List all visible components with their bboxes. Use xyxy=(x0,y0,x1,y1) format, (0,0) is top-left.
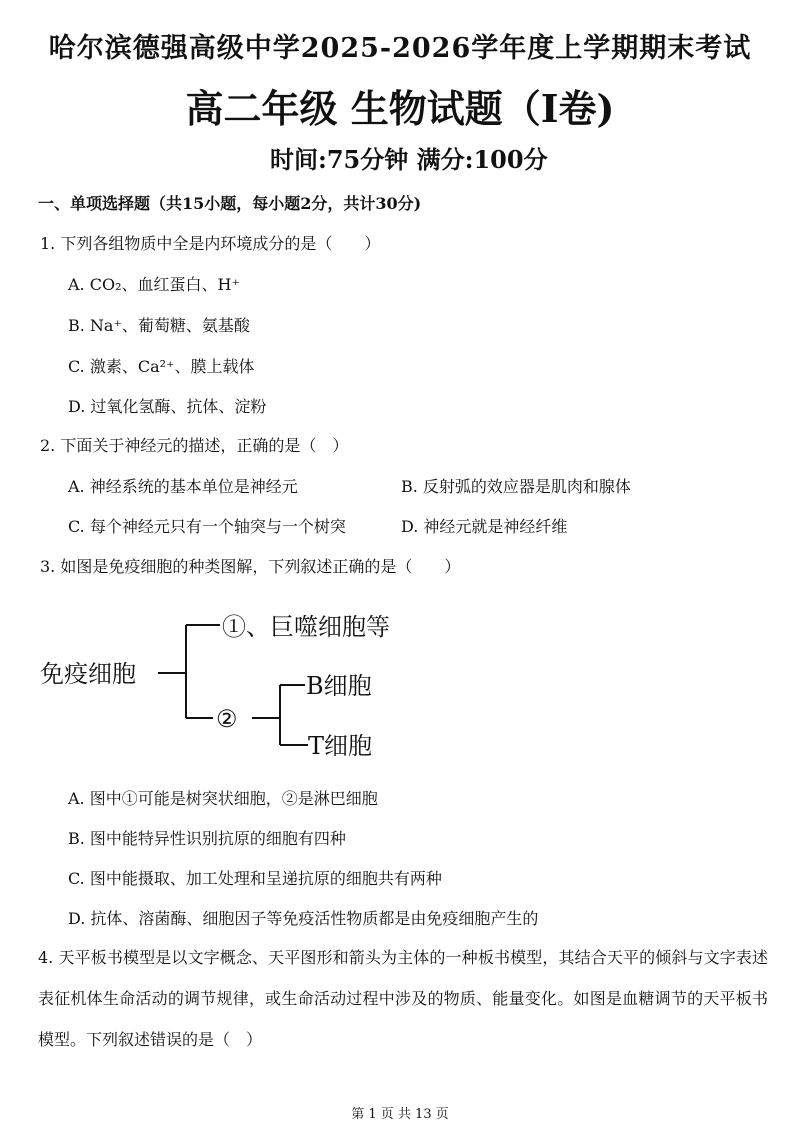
q3-option-c: C. 图中能摄取、加工处理和呈递抗原的细胞共有两种 xyxy=(68,869,442,888)
q2-option-b: B. 反射弧的效应器是肌肉和腺体 xyxy=(401,477,631,496)
q3-stem: 3. 如图是免疫细胞的种类图解，下列叙述正确的是（ ） xyxy=(40,557,461,576)
exam-time-score: 时间:75分钟 满分:100分 xyxy=(270,145,548,174)
diagram-branch-1-label: ①、巨噬细胞等 xyxy=(222,613,390,641)
q4-stem: 4. 天平板书模型是以文字概念、天平图形和箭头为主体的一种板书模型，其结合天平的倾斜与文字表述表征机体生命活动的调节规律，或生命活动过程中涉及的物质、能量变化。如图是血糖调节的天平板书模型。下列叙述错误的是（ ） xyxy=(38,948,768,1049)
q1-stem: 1. 下列各组物质中全是内环境成分的是（ ） xyxy=(40,234,381,253)
section-title: 一、单项选择题（共15小题，每小题2分，共计30分) xyxy=(38,194,422,213)
page-footer: 第 1 页 共 13 页 xyxy=(351,1107,449,1122)
q1-option-a: A. CO₂、血红蛋白、H⁺ xyxy=(68,275,240,294)
q2-option-c: C. 每个神经元只有一个轴突与一个树突 xyxy=(68,517,346,536)
q2-stem: 2. 下面关于神经元的描述，正确的是（ ） xyxy=(40,436,349,455)
q2-option-a: A. 神经系统的基本单位是神经元 xyxy=(68,477,298,496)
diagram-branch-2-label: ② xyxy=(216,705,238,733)
q3-option-d: D. 抗体、溶菌酶、细胞因子等免疫活性物质都是由免疫细胞产生的 xyxy=(68,909,539,928)
diagram-root-label: 免疫细胞 xyxy=(40,660,136,688)
diagram-b-cell-label: B细胞 xyxy=(306,672,372,700)
q3-option-b: B. 图中能特异性识别抗原的细胞有四种 xyxy=(68,829,346,848)
q1-option-d: D. 过氧化氢酶、抗体、淀粉 xyxy=(68,397,267,416)
exam-subject-title: 高二年级 生物试题（Ⅰ卷) xyxy=(185,86,615,131)
exam-school-title: 哈尔滨德强高级中学2025-2026学年度上学期期末考试 xyxy=(48,33,752,64)
q2-option-d: D. 神经元就是神经纤维 xyxy=(401,517,568,536)
q1-option-c: C. 激素、Ca²⁺、膜上载体 xyxy=(68,357,255,376)
immune-cell-diagram xyxy=(40,600,460,770)
q3-option-a: A. 图中①可能是树突状细胞，②是淋巴细胞 xyxy=(68,789,378,808)
diagram-t-cell-label: T细胞 xyxy=(308,732,373,760)
q1-option-b: B. Na⁺、葡萄糖、氨基酸 xyxy=(68,316,250,335)
